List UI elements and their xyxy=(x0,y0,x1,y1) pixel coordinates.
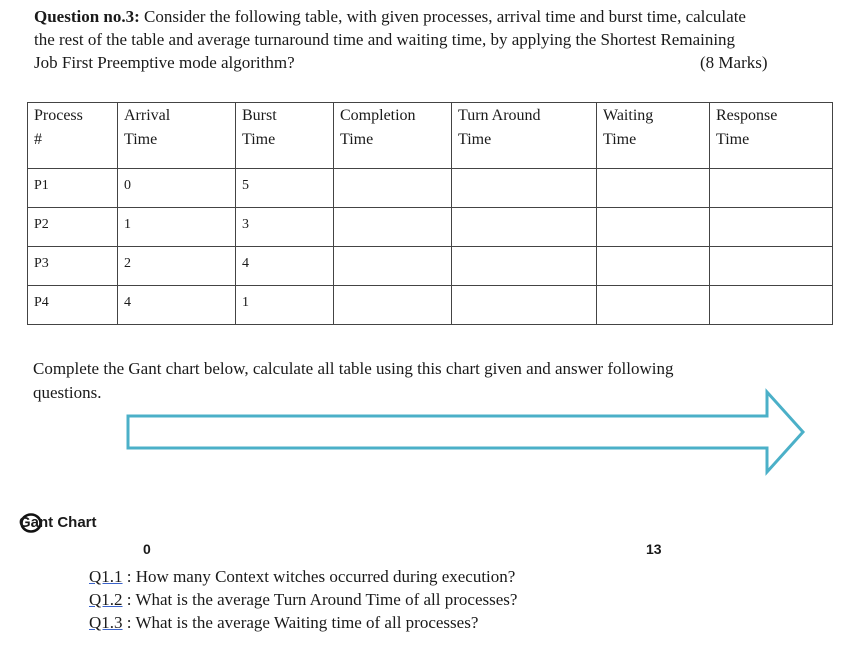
question-text: What is the average Turn Around Time of all processes? xyxy=(135,590,518,609)
cell-completion xyxy=(334,286,452,325)
gantt-title: Gant Chart xyxy=(19,514,97,531)
header-process: Process # xyxy=(28,103,118,169)
header-waiting-time: Waiting Time xyxy=(597,103,710,169)
table-row xyxy=(28,286,833,325)
header-completion-time: Completion Time xyxy=(334,103,452,169)
cell-process: P1 xyxy=(28,169,118,208)
question-id: Q1.3 xyxy=(89,613,123,632)
question-text: What is the average Waiting time of all processes? xyxy=(135,613,479,632)
cell-waiting xyxy=(597,169,710,208)
cell-process: P2 xyxy=(28,208,118,247)
gantt-start-time: 0 xyxy=(143,541,151,557)
cell-burst: 1 xyxy=(236,286,334,325)
cell-waiting xyxy=(597,286,710,325)
cell-arrival: 1 xyxy=(118,208,236,247)
right-arrow-icon xyxy=(120,388,810,478)
question-id: Q1.1 xyxy=(89,567,123,586)
cell-completion xyxy=(334,169,452,208)
cell-arrival: 4 xyxy=(118,286,236,325)
question-item-q1-3: Q1.3 : What is the average Waiting time of all processes? xyxy=(89,613,479,632)
question-line-3: Job First Preemptive mode algorithm? xyxy=(34,53,295,72)
cell-burst: 5 xyxy=(236,169,334,208)
table-row xyxy=(28,247,833,286)
table-header-row xyxy=(28,103,833,169)
cell-turnaround xyxy=(452,247,597,286)
question-line-2: the rest of the table and average turnaround time and waiting time, by applying the Shortest Remaining xyxy=(34,30,736,49)
cell-completion xyxy=(334,247,452,286)
cell-turnaround xyxy=(452,208,597,247)
table-row xyxy=(28,208,833,247)
instruction-line-2: questions. xyxy=(33,383,102,402)
cell-waiting xyxy=(597,247,710,286)
question-label: Question no.3: xyxy=(34,7,140,26)
cell-turnaround xyxy=(452,286,597,325)
gantt-end-time: 13 xyxy=(646,541,662,557)
header-burst-time: Burst Time xyxy=(236,103,334,169)
cell-turnaround xyxy=(452,169,597,208)
question-id: Q1.2 xyxy=(89,590,123,609)
cell-response xyxy=(710,208,833,247)
cell-process: P4 xyxy=(28,286,118,325)
question-item-q1-1: Q1.1 : How many Context witches occurred during execution? xyxy=(89,567,516,586)
cell-burst: 3 xyxy=(236,208,334,247)
table-row xyxy=(28,169,833,208)
cell-arrival: 0 xyxy=(118,169,236,208)
cell-response xyxy=(710,247,833,286)
header-arrival-time: Arrival Time xyxy=(118,103,236,169)
cell-process: P3 xyxy=(28,247,118,286)
instruction-line-1: Complete the Gant chart below, calculate all table using this chart given and answer following xyxy=(33,359,674,378)
question-item-q1-2: Q1.2 : What is the average Turn Around Time of all processes? xyxy=(89,590,518,609)
question-text: How many Context witches occurred during execution? xyxy=(135,567,516,586)
cell-response xyxy=(710,286,833,325)
header-response-time: Response Time xyxy=(710,103,833,169)
cell-arrival: 2 xyxy=(118,247,236,286)
question-marks: (8 Marks) xyxy=(700,53,768,72)
cell-completion xyxy=(334,208,452,247)
cell-burst: 4 xyxy=(236,247,334,286)
process-table xyxy=(27,102,833,325)
cell-waiting xyxy=(597,208,710,247)
question-text-1: Consider the following table, with given processes, arrival time and burst time, calculate xyxy=(139,7,746,26)
question-line-1 xyxy=(34,5,746,28)
header-turnaround-time: Turn Around Time xyxy=(452,103,597,169)
cell-response xyxy=(710,169,833,208)
